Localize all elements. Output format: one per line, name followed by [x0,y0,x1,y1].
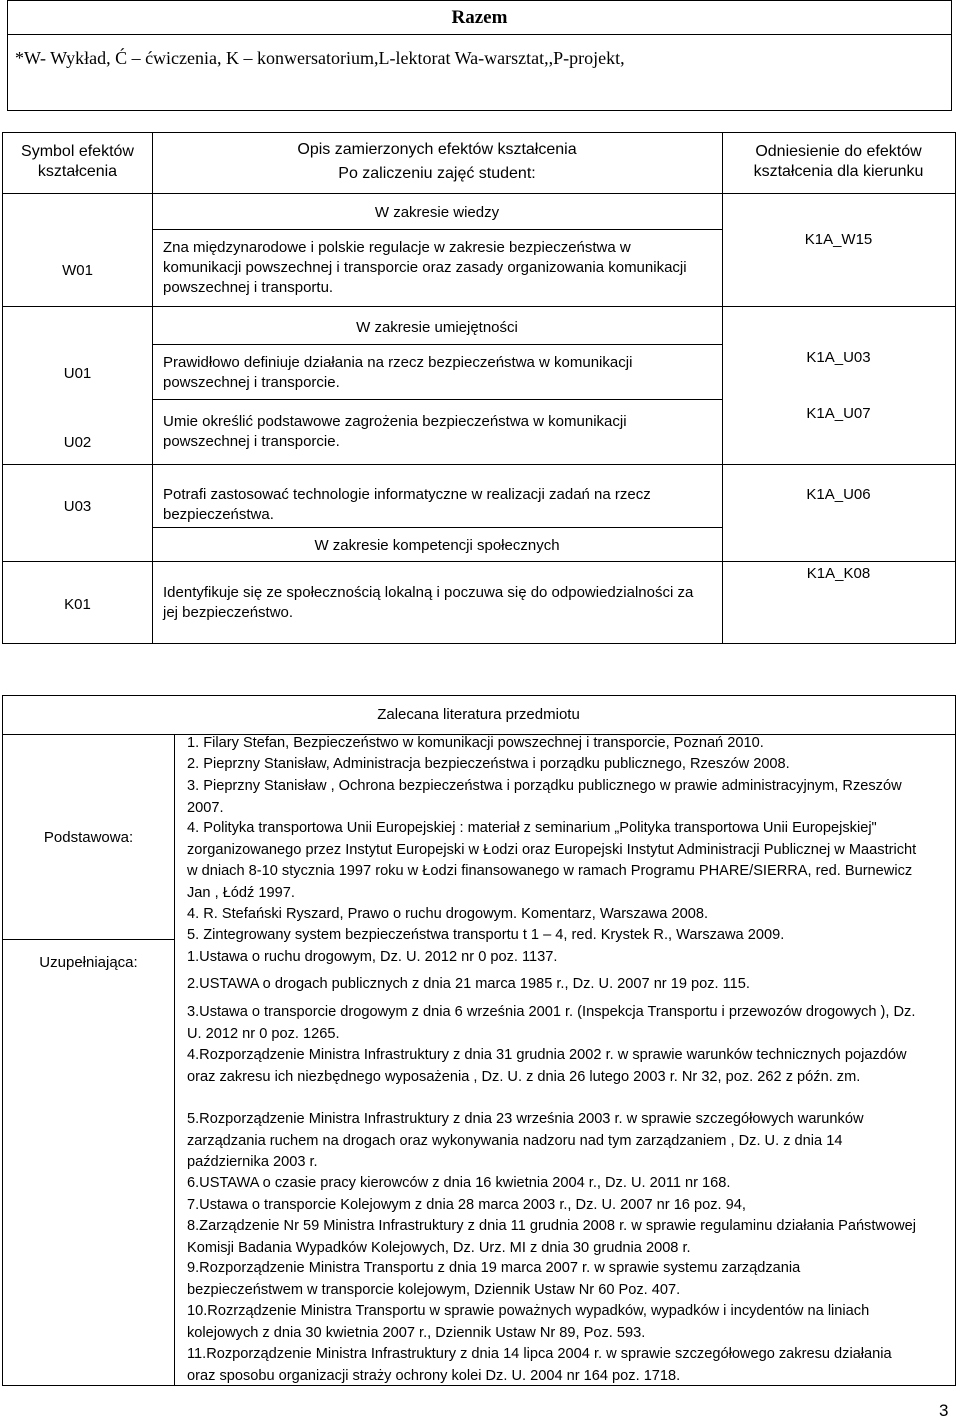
literature-item: 1.Ustawa o ruchu drogowym, Dz. U. 2012 nr 0 poz. 1137. [187,949,558,965]
literature-item: 11.Rozporządzenie Ministra Infrastruktury z dnia 14 lipca 2004 r. w sprawie szczegółowego zakresu działania oraz sposobu organizacji straży ochrony kolei Dz. U. 2004 nr 164 poz. 1718. [187,1346,892,1384]
section-wiedza: W zakresie wiedzy [374,204,500,221]
reference-k01: K1A_K08 [806,565,871,582]
literature-item: 10.Rozrządzenie Ministra Transportu w sprawie poważnych wypadków, wypadków i incydentów na liniach kolejowych z dnia 30 kwietnia 2007 r., Dziennik Ustaw Nr 89, Poz. 593. [187,1303,870,1341]
literature-item: 8.Zarządzenie Nr 59 Ministra Infrastruktury z dnia 11 grudnia 2008 r. w sprawie regulaminu działania Państwowej Komisji Badania Wypadków Kolejowych, Dz. Urz. MI z dnia 30 grudnia 2008 r. [187,1218,916,1256]
page-number: 3 [939,1401,949,1420]
symbol-u02: U02 [63,434,92,451]
legend-text: *W- Wykład, Ć – ćwiczenia, K – konwersatorium,L-lektorat Wa-warsztat,,P-projekt, [8,35,952,111]
summary-table [7,0,952,111]
description-w01: Zna międzynarodowe i polskie regulacje w zakresie bezpieczeństwa w komunikacji powszechnej i transporcie oraz zasady organizowania komunikacji powszechnej i transportu. [163,239,687,296]
reference-u03: K1A_U06 [806,486,871,503]
reference-header: Odniesienie do efektów kształcenia dla kierunku [753,143,924,180]
symbol-header: Symbol efektów kształcenia [21,143,134,180]
literature-item: 2. Pieprzny Stanisław, Administracja bezpieczeństwa i porządku publicznego, Rzeszów 2008. [187,756,790,772]
literature-title: Zalecana literatura przedmiotu [377,706,580,723]
reference-u01: K1A_U03 [806,349,871,366]
literature-item: 4.Rozporządzenie Ministra Infrastruktury z dnia 31 grudnia 2002 r. w sprawie warunków technicznych pojazdów oraz zakresu ich niezbędnego wyposażenia , Dz. U. z dnia 26 lutego 2003 r. Nr 32, poz. 262 z późn. zm. [187,1047,907,1085]
literature-item: 5. Zintegrowany system bezpieczeństwa transportu t 1 – 4, red. Krystek R., Warszawa 2009. [187,927,785,943]
podstawowa-label: Podstawowa: [43,829,134,846]
literature-item: 4. Polityka transportowa Unii Europejskiej : materiał z seminarium „Polityka transportowa Unii Europejskiej" zorganizowanego przez Instytut Europejski w Łodzi oraz Europejski Instytut Administracji Publicznej w Maastricht w dniach 8-10 stycznia 1997 roku w Łodzi finansowanego w ramach Programu PHARE/SIERRA, red. Burnewicz Jan , Łódź 1997. [187,820,917,901]
literature-item: 4. R. Stefański Ryszard, Prawo o ruchu drogowym. Komentarz, Warszawa 2008. [187,906,708,922]
literature-item: 5.Rozporządzenie Ministra Infrastruktury z dnia 23 września 2003 r. w sprawie szczegółowych warunków zarządzania ruchem na drogach oraz wykonywania nadzoru nad tym zarządzaniem , Dz. U. z dnia 14 października 2003 r. [187,1111,864,1170]
literature-item: 9.Rozporządzenie Ministra Transportu z dnia 19 marca 2007 r. w sprawie systemu zarządzania bezpieczeństwem w transporcie kolejowym, Dziennik Ustaw Nr 60 Poz. 407. [187,1260,801,1298]
literature-item: 6.USTAWA o czasie pracy kierowców z dnia 16 kwietnia 2004 r., Dz. U. 2011 nr 168. [187,1175,731,1191]
literature-table [2,695,956,1386]
reference-u02: K1A_U07 [806,405,871,422]
symbol-w01: W01 [62,262,93,279]
description-header-line1: Opis zamierzonych efektów kształcenia [297,141,577,158]
learning-outcomes-table [2,132,956,644]
literature-item: 3. Pieprzny Stanisław , Ochrona bezpieczeństwa i porządku publicznego w prawie administracyjnym, Rzeszów 2007. [187,778,902,816]
description-header-line2: Po zaliczeniu zajęć student: [338,165,536,182]
razem-cell: Razem [8,1,952,35]
literature-item: 1. Filary Stefan, Bezpieczeństwo w komunikacji powszechnej i transporcie, Poznań 2010. [187,735,764,751]
symbol-k01: K01 [64,596,91,613]
description-u03: Potrafi zastosować technologie informatyczne w realizacji zadań na rzecz bezpieczeństwa. [163,486,651,523]
description-k01: Identyfikuje się ze społecznością lokalną i poczuwa się do odpowiedzialności za jej bezpieczeństwo. [163,584,694,621]
symbol-u01: U01 [63,365,92,382]
literature-item: 7.Ustawa o transporcie Kolejowym z dnia 28 marca 2003 r., Dz. U. 2007 nr 16 poz. 94, [187,1197,746,1213]
description-u01: Prawidłowo definiuje działania na rzecz bezpieczeństwa w komunikacji powszechnej i transporcie. [163,354,633,391]
uzupelniajaca-label: Uzupełniająca: [39,954,138,971]
symbol-u03: U03 [63,498,92,515]
description-u02: Umie określić podstawowe zagrożenia bezpieczeństwa w komunikacji powszechnej i transporcie. [163,413,627,450]
literature-item: 2.USTAWA o drogach publicznych z dnia 21 marca 1985 r., Dz. U. 2007 nr 19 poz. 115. [187,976,750,992]
reference-w01: K1A_W15 [804,231,873,248]
literature-item: 3.Ustawa o transporcie drogowym z dnia 6 września 2001 r. (Inspekcja Transportu i przewozów drogowych ), Dz. U. 2012 nr 0 poz. 1265. [187,1004,916,1042]
section-umiejetnosci: W zakresie umiejętności [356,319,518,336]
section-kompetencje: W zakresie kompetencji społecznych [314,537,560,554]
